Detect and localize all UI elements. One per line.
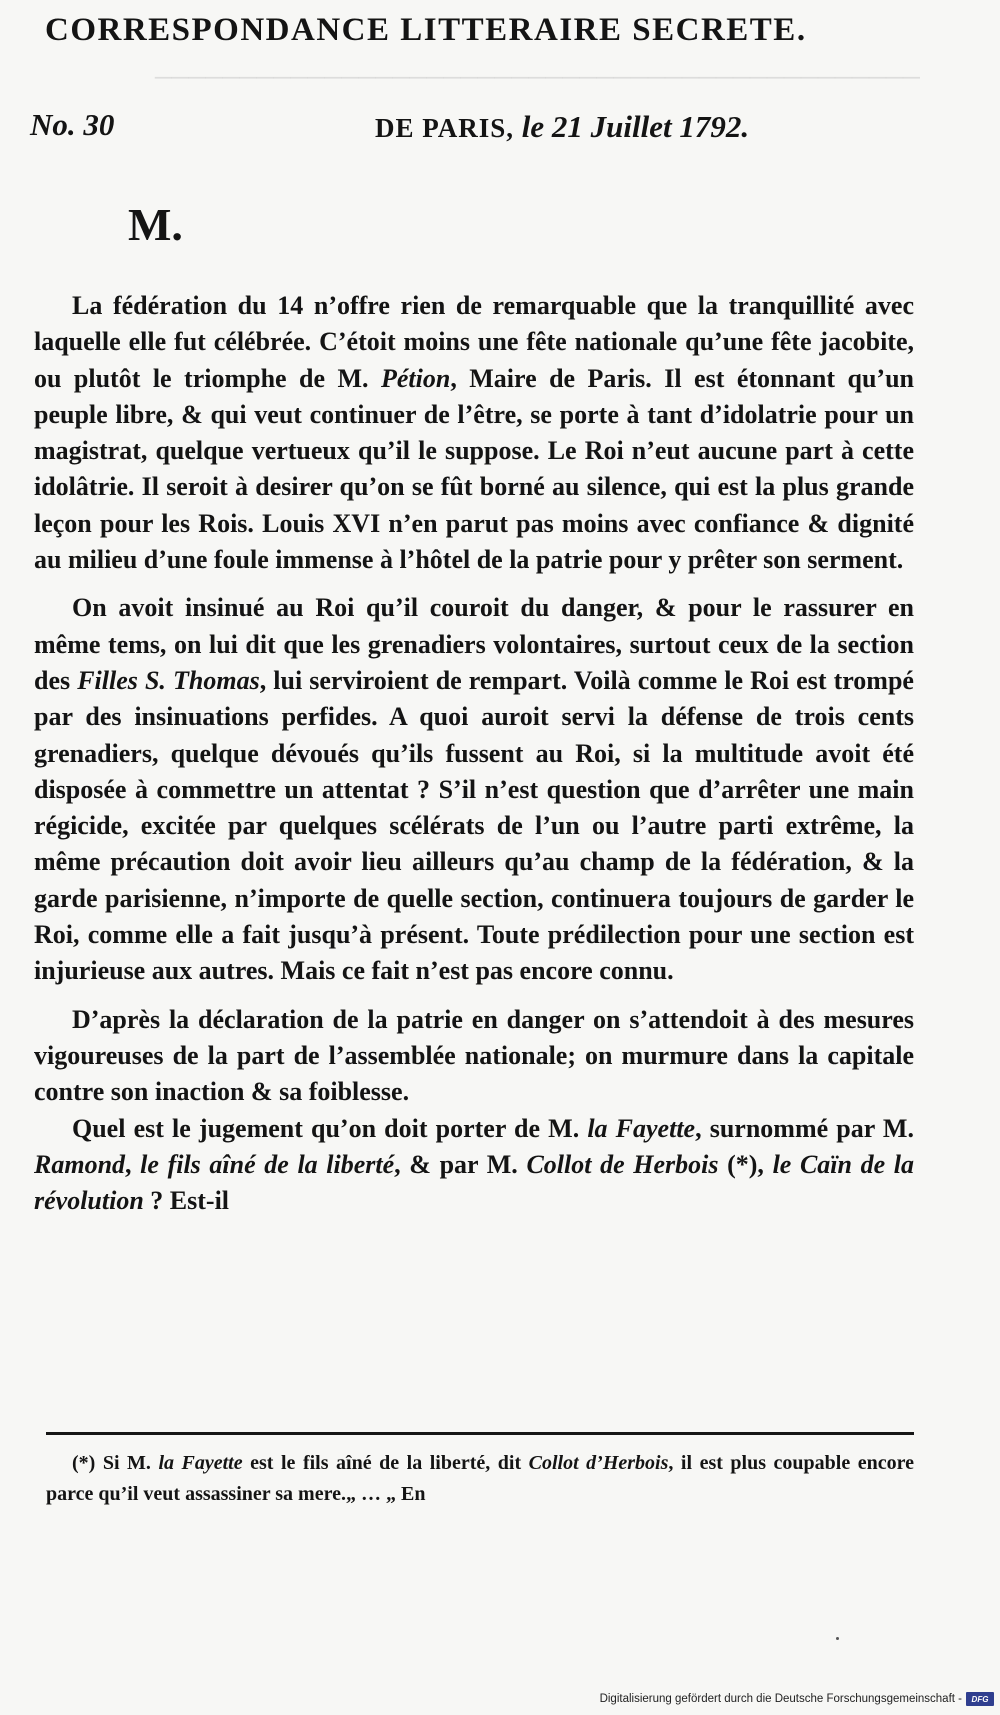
paragraph-2-text: , lui serviroient de rempart. Voilà comme le Roi est trompé par des insinuations perfides. A quoi auroit servi la défense de trois cents grenadiers, quelque dévoués qu’ils fussent au Roi, si la multitude avoit été disposée à commettre un attentat ? S’il n’est question que d’arrêter une main régicide, excitée par quelques scélérats de l’un ou l’autre parti extrême, la même précaution doit avoir lieu ailleurs qu’au champ de la fédération, & la garde parisienne, n’importe de quelle section, continuera toujours de garder le Roi, comme elle a fait jusqu’à présent. Toute prédilection pour une section est injurieuse aux autres. Mais ce fait n’est pas encore connu. [34,665,914,986]
issue-number: No. 30 [30,107,115,142]
footnote-divider [46,1432,914,1435]
reverse-side-bleed-through: ───────────────────────────────────────────── [154,65,920,91]
footnote-text: , il est plus coupable encore parce qu’il veut assassiner sa mere.„ … „ En [46,1452,914,1505]
issue-line [30,107,910,151]
dateline-date: le 21 Juillet 1792. [521,109,750,144]
credit-text: Digitalisierung gefördert durch die Deutsche Forschungsgemeinschaft - [599,1693,962,1705]
paragraph-1-text: , Maire de Paris. Il est étonnant qu’un peuple libre, & qui veut continuer de l’être, se porte à tant d’idolatrie pour un magistrat, quelque vertueux qu’il le suppose. Le Roi n’eut aucune part à cette idolâtrie. Il seroit à desirer qu’on se fût borné au silence, qui est la plus grande leçon pour les Rois. Louis XVI n’en parut pas moins avec confiance & dignité au milieu d’une foule immense à l’hôtel de la patrie pour y prêter son serment. [34,363,914,575]
paragraph-3-text: D’après la déclaration de la patrie en danger on s’attendoit à des mesures vigoureuses de la part de l’assemblée nationale; on murmure dans la capitale contre son inaction & sa foiblesse. [34,1004,914,1107]
paragraph-4-italic-text: la Fayette [587,1113,696,1143]
paragraph-2 [34,590,914,989]
footnote-italic-text: la Fayette [158,1452,243,1474]
publication-title: CORRESPONDANCE LITTERAIRE SECRETE. [45,12,807,48]
dfg-logo: DFG [966,1692,994,1706]
paragraph-4-text: , surnommé par M. [695,1113,914,1143]
footnote-text: (*) Si M. [72,1452,159,1474]
paragraph-4-text: Quel est le jugement qu’on doit porter de M. [72,1113,588,1143]
footnote-text [46,1448,914,1510]
dateline-place: DE PARIS, [375,113,515,143]
paragraph-4-italic-text: Ramond [34,1149,126,1179]
paragraph-3 [34,1002,914,1111]
paragraph-4-italic-text: le fils aîné de la liberté [140,1149,395,1179]
paragraph-4-text: ? Est-il [143,1186,230,1216]
paragraph-4-italic-text: Collot de Herbois [526,1149,719,1179]
digitization-credit [600,1689,994,1709]
paper-speck [836,1637,839,1640]
paragraph-1 [34,288,914,578]
paragraph-2-italic-text: Filles S. Thomas [77,665,260,695]
paragraph-4-italic-text: le Caïn de la révolution [34,1149,915,1216]
dateline [375,109,749,145]
article-body [34,288,914,1219]
paragraph-2-text: On avoit insinué au Roi qu’il couroit du danger, & pour le rassurer en même tems, on lui dit que les grenadiers volontaires, surtout ceux de la section des [34,593,914,695]
salutation: M. [128,199,183,250]
footnote-italic-text: Collot d’Herbois [528,1452,669,1474]
paragraph-4-text: , & par M. [394,1149,527,1179]
footnote [46,1448,914,1510]
paragraph-4 [34,1111,914,1220]
footnote-text: est le fils aîné de la liberté, dit [242,1452,529,1474]
paragraph-4-text: (*), [718,1149,773,1179]
paragraph-1-italic-text: Pétion [380,363,451,393]
paragraph-4-text: , [125,1149,141,1179]
paragraph-1-text: La fédération du 14 n’offre rien de remarquable que la tranquillité avec laquelle elle fut célébrée. C’étoit moins une fête nationale qu’une fête jacobite, ou plutôt le triomphe de M. [34,291,914,393]
